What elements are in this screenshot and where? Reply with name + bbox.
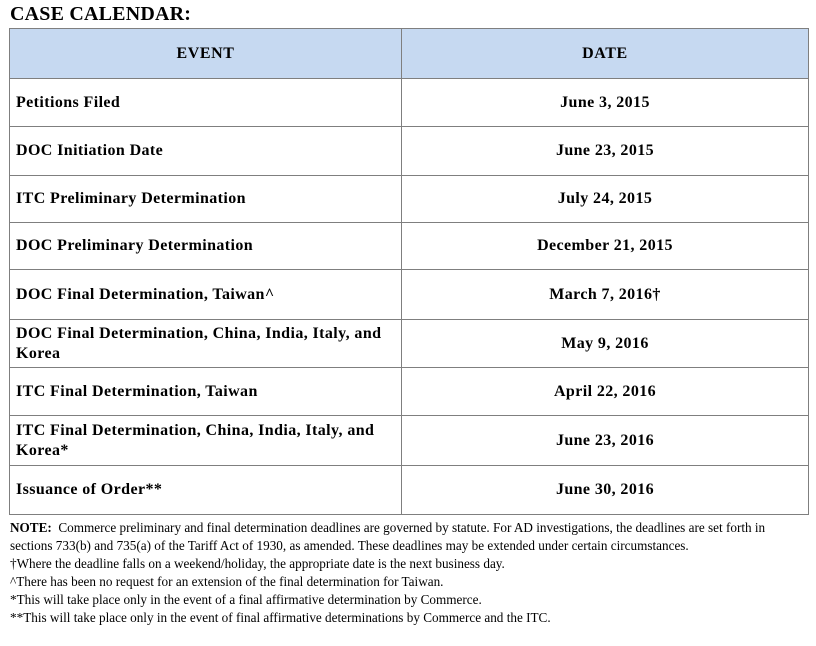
date-cell: December 21, 2015 — [402, 223, 809, 270]
date-cell: June 23, 2016 — [402, 416, 809, 466]
note-double-star: **This will take place only in the event of final affirmative determinations by Commerce and the ITC. — [10, 610, 551, 625]
table-row — [10, 416, 809, 466]
table-row — [10, 79, 809, 127]
event-column-header: EVENT — [10, 29, 402, 79]
table-row — [10, 320, 809, 368]
note-caret: ^There has been no request for an extension of the final determination for Taiwan. — [10, 574, 444, 589]
date-column-header: DATE — [402, 29, 809, 79]
table-row — [10, 127, 809, 176]
event-cell: DOC Initiation Date — [10, 127, 402, 176]
note-dagger: †Where the deadline falls on a weekend/holiday, the appropriate date is the next business day. — [10, 556, 505, 571]
event-cell: Petitions Filed — [10, 79, 402, 127]
event-cell: ITC Final Determination, Taiwan — [10, 368, 402, 416]
event-cell: Issuance of Order** — [10, 466, 402, 515]
table-row — [10, 466, 809, 515]
note-main — [10, 519, 810, 555]
page-title: CASE CALENDAR: — [10, 3, 192, 25]
table-row — [10, 223, 809, 270]
notes-section — [10, 519, 810, 627]
event-cell: ITC Preliminary Determination — [10, 176, 402, 223]
table-row — [10, 368, 809, 416]
note-main-text: Commerce preliminary and final determination deadlines are governed by statute. For AD investigations, the deadlines are set forth in sections 733(b) and 735(a) of the Tariff Act of 1930, as amended. These deadlines may be extended under certain circumstances. — [10, 520, 766, 553]
event-cell: DOC Preliminary Determination — [10, 223, 402, 270]
note-label: NOTE: — [10, 520, 52, 535]
date-cell: June 23, 2015 — [402, 127, 809, 176]
event-cell: ITC Final Determination, China, India, Italy, and Korea* — [10, 416, 402, 466]
table-row — [10, 176, 809, 223]
date-cell: June 30, 2016 — [402, 466, 809, 515]
note-star: *This will take place only in the event of a final affirmative determination by Commerce. — [10, 592, 482, 607]
date-cell: March 7, 2016† — [402, 270, 809, 320]
table-row — [10, 270, 809, 320]
table-header-row — [10, 29, 809, 79]
date-cell: April 22, 2016 — [402, 368, 809, 416]
date-cell: May 9, 2016 — [402, 320, 809, 368]
event-cell: DOC Final Determination, China, India, Italy, and Korea — [10, 320, 402, 368]
case-calendar-table — [9, 28, 809, 515]
event-cell: DOC Final Determination, Taiwan^ — [10, 270, 402, 320]
date-cell: July 24, 2015 — [402, 176, 809, 223]
date-cell: June 3, 2015 — [402, 79, 809, 127]
